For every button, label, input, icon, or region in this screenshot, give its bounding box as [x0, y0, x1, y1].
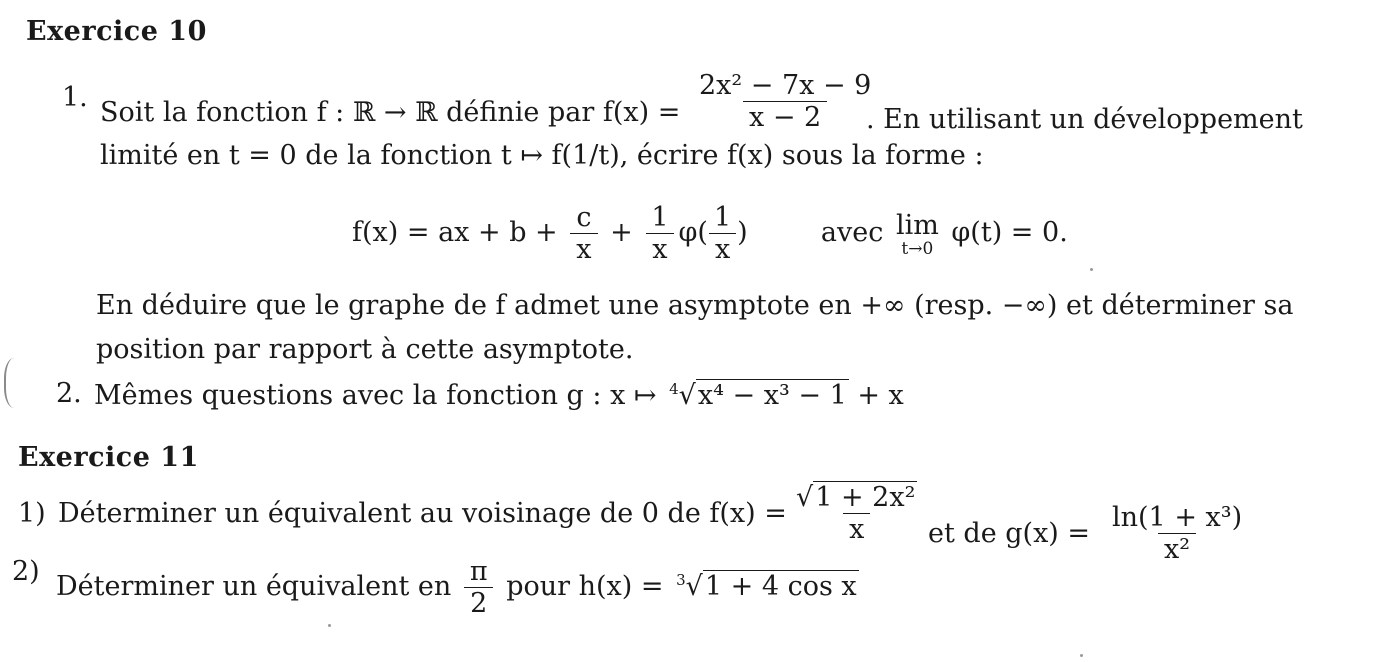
limit-subscript: t→0: [901, 238, 934, 259]
display-rhs: φ(t) = 0.: [951, 217, 1068, 249]
fraction-one-numerator: 1: [651, 202, 669, 233]
fraction-c-over-x: [570, 202, 597, 265]
fraction-f: [693, 70, 877, 133]
scan-speck: [328, 624, 331, 627]
ex11-q1-line: [58, 498, 787, 529]
root-index-3: 3: [676, 571, 686, 590]
radical-sign-icon: √: [685, 571, 703, 603]
fraction-inner-denominator: x: [709, 233, 736, 265]
fraction-f-numerator: 2x² − 7x − 9: [698, 70, 872, 101]
display-avec: avec: [820, 217, 884, 249]
ex11-q2-text: Déterminer un équivalent en: [56, 571, 452, 603]
ex11-q2-number: 2): [12, 556, 40, 587]
ex10-item1-line3: En déduire que le graphe de f admet une asymptote en +∞ (resp. −∞) et déterminer sa: [96, 290, 1294, 321]
radical-sign-icon: √: [678, 380, 696, 411]
ex10-item2-number: 2.: [56, 378, 82, 409]
ex11-q1-mid: et de g(x) =: [928, 518, 1091, 549]
exercise-10-title: Exercice 10: [26, 16, 207, 47]
fraction-pi-over-2: [464, 556, 494, 619]
fraction-inner-numerator: 1: [713, 202, 732, 233]
ex11-q1-number: 1): [18, 498, 46, 529]
fraction-f-denominator: x − 2: [743, 101, 827, 133]
root-index-4: 4: [669, 380, 679, 398]
fraction-sqrt-f: [786, 482, 927, 545]
limit-operator: lim: [895, 209, 939, 241]
display-plus: +: [610, 217, 633, 249]
ex10-item1-line1: [100, 70, 881, 145]
fraction-one-denominator: x: [646, 233, 673, 265]
fraction-g: [1102, 502, 1252, 565]
fraction-pi-denominator: 2: [464, 587, 493, 619]
ex10-item1-number: 1.: [62, 82, 88, 113]
fraction-inner: [708, 202, 737, 265]
ex10-item2-post: + x: [857, 380, 904, 411]
fraction-sqrt-numerator: [790, 482, 923, 513]
ex11-q1-text: Déterminer un équivalent au voisinage de 0 de f(x) =: [58, 498, 787, 529]
display-close: ): [737, 217, 748, 249]
ex10-item1-line1-post: . En utilisant un développement: [866, 104, 1303, 135]
ex10-item2-line: [94, 380, 904, 411]
fraction-ln-denominator: x²: [1158, 533, 1196, 565]
ex11-q2-mid: pour h(x) =: [506, 571, 664, 603]
radicand-f: 1 + 2x²: [815, 482, 916, 513]
margin-bracket-mark: [4, 358, 16, 408]
fraction-pi-numerator: π: [469, 556, 488, 587]
fraction-ln-numerator: ln(1 + x³): [1112, 502, 1243, 533]
exercise-11-title: Exercice 11: [18, 442, 199, 473]
scan-speck: [1090, 268, 1093, 271]
display-phi: φ(: [678, 217, 708, 249]
ex10-item1-line2: limité en t = 0 de la fonction t ↦ f(1/t), écrire f(x) sous la forme :: [100, 140, 984, 171]
fraction-one-over-x: [645, 202, 674, 265]
fraction-sqrt-over-x: [790, 482, 923, 545]
display-lhs: f(x) = ax + b +: [352, 217, 558, 249]
ex10-item1-line4: position par rapport à cette asymptote.: [96, 334, 634, 365]
display-limit: [896, 210, 939, 258]
radicand-h: 1 + 4 cos x: [704, 571, 857, 603]
fraction-ln-over-x2: [1106, 502, 1248, 565]
ex10-display-formula: [352, 202, 1068, 265]
radical-sign-icon: √: [796, 482, 814, 513]
fraction-c-numerator: c: [576, 202, 592, 233]
ex10-item2-text: Mêmes questions avec la fonction g : x ↦: [94, 380, 657, 411]
scan-speck: [1080, 654, 1083, 657]
fraction-c-denominator: x: [570, 233, 597, 265]
fraction-sqrt-denominator: x: [843, 513, 870, 545]
radicand-g: x⁴ − x³ − 1: [697, 380, 847, 411]
ex10-item1-line1-pre: Soit la fonction f : ℝ → ℝ définie par f(x) =: [100, 97, 681, 129]
ex11-q2-line: [56, 556, 859, 619]
